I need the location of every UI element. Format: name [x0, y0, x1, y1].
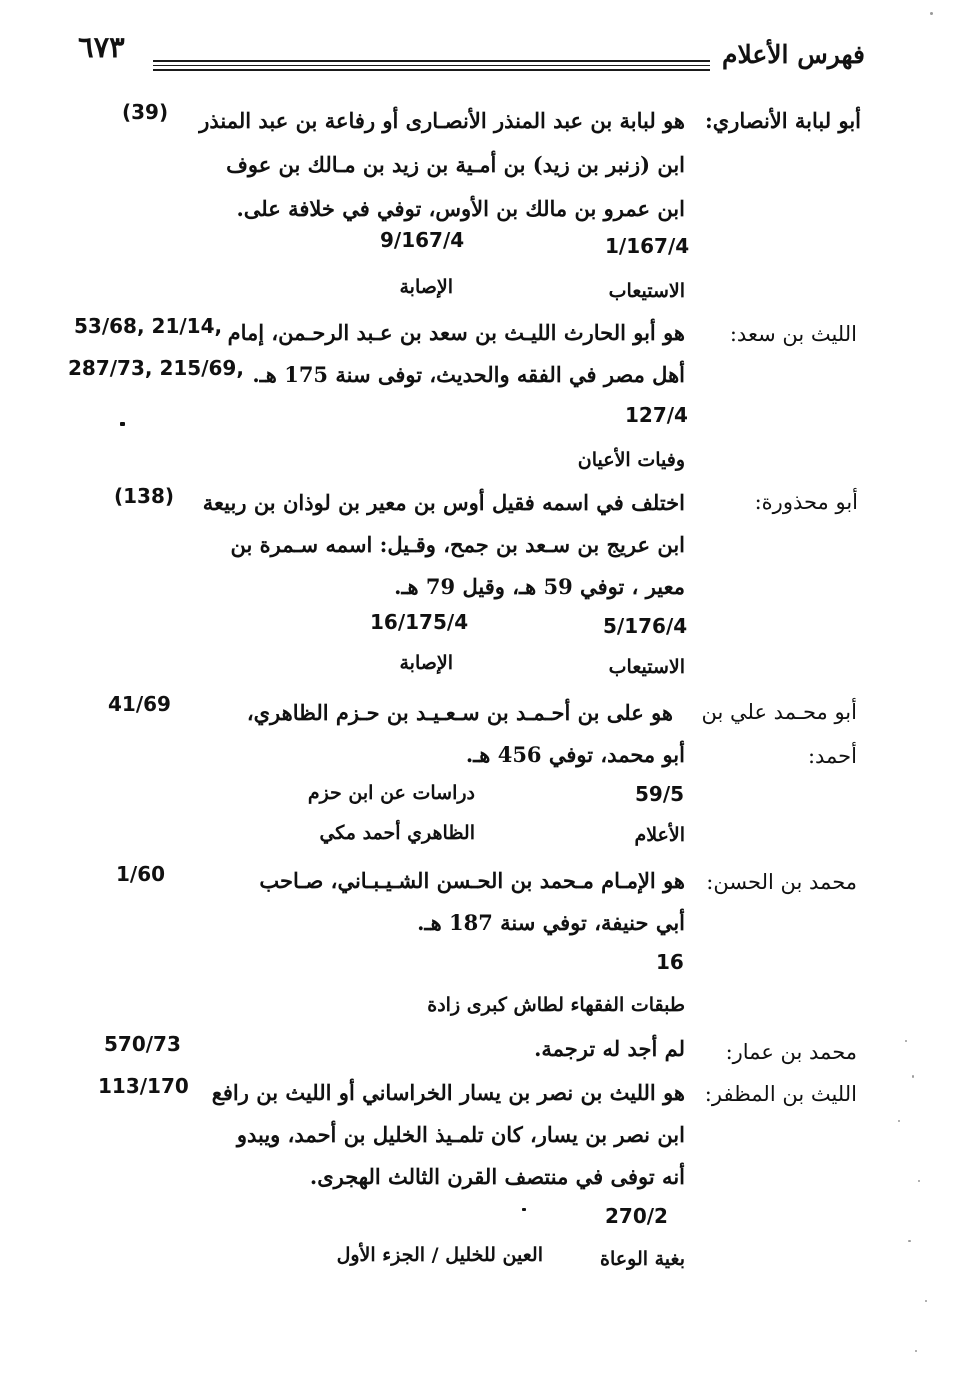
entry-page-ref: (39)	[122, 100, 169, 124]
source-title: الإصابة	[399, 276, 453, 298]
source-citation: 59/5	[635, 782, 685, 806]
entry-text-line: هو أبو الحارث الليـث بن سعد بن عـبد الرحـمن، إمام	[227, 320, 685, 345]
entry-page-ref: 113/170	[98, 1074, 189, 1098]
entry-page-ref: 1/60	[116, 862, 166, 886]
entry-name: محمد بن عمار:	[725, 1040, 857, 1064]
ink-mark	[120, 422, 125, 426]
entry-text-line: ابن نصر بن يسار، كان تلمـيذ الخليل بن أحمد، ويبدو	[236, 1122, 685, 1147]
source-citation: 5/176/4	[603, 614, 688, 638]
source-title: وفيات الأعيان	[577, 449, 685, 471]
entry-text-line: اختلف في اسمه فقيل أوس بن معير بن لوذان بن ربيعة	[202, 490, 685, 515]
source-title: الإصابة	[399, 652, 453, 674]
source-title: الاستيعاب	[608, 656, 685, 678]
entry-text-line: أبو محمد، توفي 456 هـ.	[465, 742, 685, 767]
entry-name: الليث بن المظفر:	[704, 1082, 857, 1106]
entry-name: أبو لبابة الأنصاري:	[705, 108, 861, 133]
entry-page-ref: 53/68, 21/14,	[74, 314, 223, 338]
entry-page-ref: 41/69	[108, 692, 171, 716]
running-header-title: فهرس الأعلام	[721, 40, 865, 69]
entry-name: محمد بن الحسن:	[706, 870, 857, 894]
entry-text-line: أهل مصر في الفقه والحديث، توفى سنة 175 هـ.	[252, 362, 685, 387]
page-number: ٦٧٣	[78, 30, 125, 64]
source-citation: 1/167/4	[605, 234, 690, 258]
source-title: الاستيعاب	[608, 280, 685, 302]
source-citation: 270/2	[605, 1204, 668, 1228]
entry-page-ref: 287/73, 215/69,	[68, 356, 244, 380]
entry-name: الليث بن سعد:	[729, 322, 857, 346]
source-citation: 16	[656, 950, 684, 974]
entry-text-line: لم أجد له ترجمة.	[534, 1036, 685, 1061]
entry-text-line: ابن (زنبر بن زيد) بن أمـية بن زيد بن مـالك بن عوف	[226, 152, 685, 177]
entry-text-line: هو لبابة بن عبد المنذر الأنصـارى أو رفاعة بن عبد المنذر	[199, 108, 685, 133]
source-title: بغية الوعاة	[600, 1248, 685, 1270]
entry-page-ref: 570/73	[104, 1032, 181, 1056]
entry-name: أحمد:	[807, 744, 857, 768]
entry-name: أبو محـمد علي بن	[701, 700, 857, 724]
entry-text-line: هو على بن أحـمـد بن سـعـيـد بن حـزم الظاهري،	[246, 700, 673, 725]
source-title: الظاهري أحمد مكي	[319, 822, 475, 844]
entry-text-line: هو الإمـام مـحمد بن الحـسن الشـيـبـاني، صـاحب	[259, 868, 685, 893]
entry-text-line: ابن عريج بن سـعد بن جمح، وقـيل: اسمه سـمرة بن	[230, 532, 685, 557]
entry-text-line: هو الليث بن نصر بن يسار الخراساني أو الليث بن رافع	[211, 1080, 685, 1105]
ink-mark	[522, 1208, 526, 1211]
source-citation: 9/167/4	[380, 228, 465, 252]
source-title: الأعلام	[634, 824, 685, 846]
source-citation: 127/4	[625, 403, 688, 427]
source-citation: 16/175/4	[370, 610, 469, 634]
entry-text-line: أنه توفى في منتصف القرن الثالث الهجرى.	[309, 1164, 685, 1189]
entry-text-line: معير ، توفي 59 هـ، وقيل 79 هـ.	[394, 574, 685, 599]
entry-name: أبو محذورة:	[754, 490, 858, 514]
source-title: طبقات الفقهاء لطاش كبرى زادة	[427, 994, 685, 1016]
entry-page-ref: (138)	[114, 484, 175, 508]
source-citation: دراسات عن ابن حزم	[307, 782, 475, 804]
source-title: العين للخليل / الجزء الأول	[336, 1244, 543, 1266]
header-rule-lower	[153, 69, 710, 71]
entry-text-line: ابن عمرو بن مالك بن الأوس، توفي في خلافة على.	[236, 196, 685, 221]
header-rule	[153, 60, 710, 62]
entry-text-line: أبي حنيفة، توفي سنة 187 هـ.	[417, 910, 685, 935]
header-rule-thin	[153, 65, 710, 66]
